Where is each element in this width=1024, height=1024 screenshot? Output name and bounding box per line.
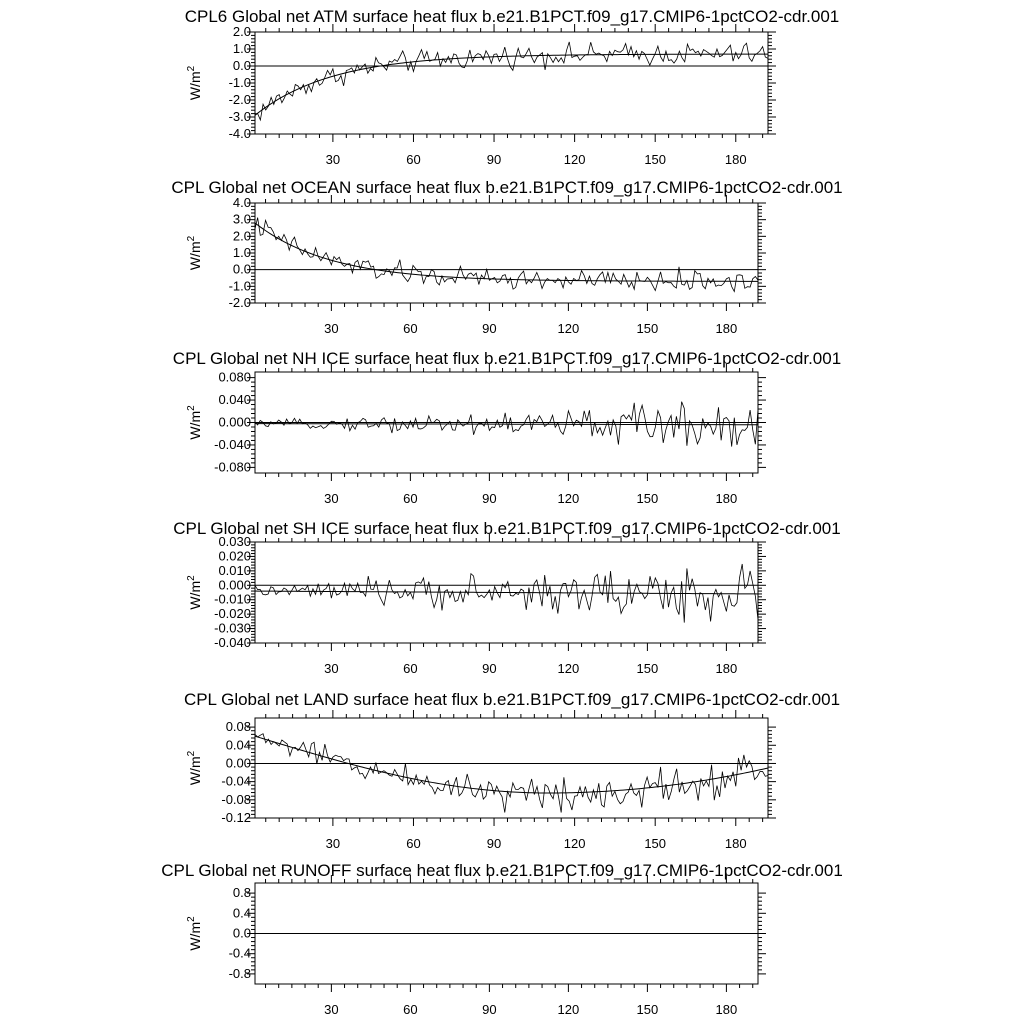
- annual-series-line: [255, 218, 758, 292]
- x-tick-label: 150: [644, 836, 667, 851]
- x-tick-label: 150: [636, 1002, 659, 1017]
- panel-2: [171, 178, 842, 336]
- y-axis-label: $W/m^2$: [186, 575, 203, 610]
- y-tick-label: 4.0: [232, 195, 251, 210]
- y-tick-label: 0.000: [218, 414, 251, 430]
- x-tick-label: 150: [636, 321, 659, 336]
- x-tick-label: 60: [406, 152, 421, 167]
- y-tick-label: 0.4: [232, 905, 251, 921]
- x-tick-label: 30: [324, 1002, 339, 1017]
- x-tick-label: 120: [557, 491, 580, 506]
- x-tick-label: 30: [324, 661, 339, 676]
- x-tick-label: 30: [325, 152, 341, 167]
- x-tick-label: 60: [403, 491, 418, 506]
- running-mean-line: [255, 424, 758, 425]
- y-tick-label: -0.4: [228, 945, 251, 961]
- x-tick-label: 120: [557, 661, 580, 676]
- panel-6: [161, 861, 843, 1017]
- y-tick-label: -2.0: [228, 92, 251, 107]
- x-tick-label: 150: [636, 491, 659, 506]
- x-tick-label: 60: [403, 661, 418, 676]
- x-tick-label: 150: [644, 152, 667, 167]
- y-tick-label: -3.0: [228, 109, 251, 124]
- plot-frame: [255, 718, 768, 818]
- x-tick-label: 60: [403, 1002, 418, 1017]
- y-axis-label: $W/m^2$: [186, 405, 203, 440]
- x-tick-label: 30: [325, 836, 341, 851]
- panel-title: CPL Global net LAND surface heat flux b.e21.B1PCT.f09_g17.CMIP6-1pctCO2-cdr.001: [183, 690, 841, 709]
- y-tick-label: 0.00: [225, 755, 251, 771]
- y-tick-label: -0.08: [221, 791, 251, 807]
- panel-title: CPL Global net SH ICE surface heat flux b.e21.B1PCT.f09_g17.CMIP6-1pctCO2-cdr.001: [173, 519, 841, 538]
- y-tick-label: -4.0: [228, 126, 251, 141]
- y-tick-label: -0.12: [221, 810, 251, 825]
- y-tick-label: -0.8: [228, 965, 251, 981]
- x-tick-label: 30: [324, 491, 339, 506]
- panel-title: CPL Global net NH ICE surface heat flux b.e21.B1PCT.f09_g17.CMIP6-1pctCO2-cdr.001: [172, 349, 842, 368]
- y-axis-label: $W/m^2$: [186, 65, 203, 101]
- y-tick-label: 0.040: [218, 392, 251, 408]
- y-tick-label: -0.080: [214, 459, 251, 475]
- y-tick-label: 0.020: [218, 548, 251, 564]
- y-axis-label: $W/m^2$: [186, 235, 203, 271]
- y-tick-label: -0.010: [214, 591, 251, 607]
- annual-series-line: [255, 42, 768, 120]
- y-tick-label: -0.04: [221, 773, 251, 789]
- y-tick-label: 0.0: [232, 58, 251, 73]
- y-tick-label: 0.080: [218, 369, 251, 385]
- x-tick-label: 30: [324, 321, 339, 336]
- y-tick-label: 0.010: [218, 562, 251, 578]
- y-axis-label: $W/m^2$: [186, 750, 203, 786]
- annual-series-line: [255, 734, 768, 813]
- x-tick-label: 90: [482, 1002, 497, 1017]
- x-tick-label: 120: [563, 836, 586, 851]
- y-tick-label: 0.04: [225, 737, 251, 753]
- x-tick-label: 90: [482, 491, 497, 506]
- x-tick-label: 90: [482, 661, 497, 676]
- panel-1: [185, 7, 840, 167]
- x-tick-label: 90: [486, 836, 502, 851]
- panel-title: CPL Global net OCEAN surface heat flux b.e21.B1PCT.f09_g17.CMIP6-1pctCO2-cdr.001: [171, 178, 843, 197]
- x-tick-label: 90: [486, 152, 502, 167]
- y-tick-label: 0.0: [232, 261, 251, 277]
- y-tick-label: 0.8: [232, 885, 251, 901]
- y-tick-label: -0.040: [214, 635, 251, 650]
- y-tick-label: 0.0: [232, 925, 251, 941]
- y-tick-label: -0.030: [214, 620, 251, 636]
- panel-3: [173, 349, 841, 506]
- x-tick-label: 180: [724, 152, 747, 167]
- panel-4: [173, 519, 840, 676]
- plot-frame: [255, 203, 758, 303]
- panel-title: CPL Global net RUNOFF surface heat flux b.e21.B1PCT.f09_g17.CMIP6-1pctCO2-cdr.001: [161, 861, 843, 880]
- panel-5: [184, 690, 840, 851]
- x-tick-label: 150: [636, 661, 659, 676]
- x-tick-label: 90: [482, 321, 497, 336]
- y-tick-label: 0.08: [225, 719, 251, 735]
- y-tick-label: 1.0: [232, 245, 251, 260]
- panel-title: CPL6 Global net ATM surface heat flux b.e21.B1PCT.f09_g17.CMIP6-1pctCO2-cdr.001: [184, 7, 840, 26]
- running-mean-line: [255, 54, 768, 115]
- y-tick-label: 3.0: [232, 211, 251, 227]
- x-tick-label: 180: [715, 321, 738, 336]
- y-axis-label: $W/m^2$: [186, 916, 203, 951]
- y-tick-label: 2.0: [232, 228, 251, 244]
- x-tick-label: 180: [715, 661, 738, 676]
- plot-frame: [255, 32, 768, 134]
- x-tick-label: 180: [715, 491, 738, 506]
- y-tick-label: -2.0: [228, 295, 251, 310]
- x-tick-label: 180: [715, 1002, 738, 1017]
- x-tick-label: 60: [406, 836, 421, 851]
- y-tick-label: -1.0: [228, 75, 251, 90]
- x-tick-label: 120: [557, 321, 580, 336]
- y-tick-label: -0.040: [214, 436, 251, 452]
- y-tick-label: 1.0: [232, 41, 251, 56]
- x-tick-label: 60: [403, 321, 418, 336]
- y-tick-label: 2.0: [232, 24, 251, 39]
- running-mean-line: [255, 223, 758, 281]
- x-tick-label: 120: [557, 1002, 580, 1017]
- y-tick-label: 0.000: [218, 577, 251, 593]
- y-tick-label: 0.030: [218, 534, 251, 549]
- x-tick-label: 180: [724, 836, 747, 851]
- y-tick-label: -1.0: [228, 278, 251, 294]
- y-tick-label: -0.020: [214, 606, 251, 622]
- x-tick-label: 120: [563, 152, 586, 167]
